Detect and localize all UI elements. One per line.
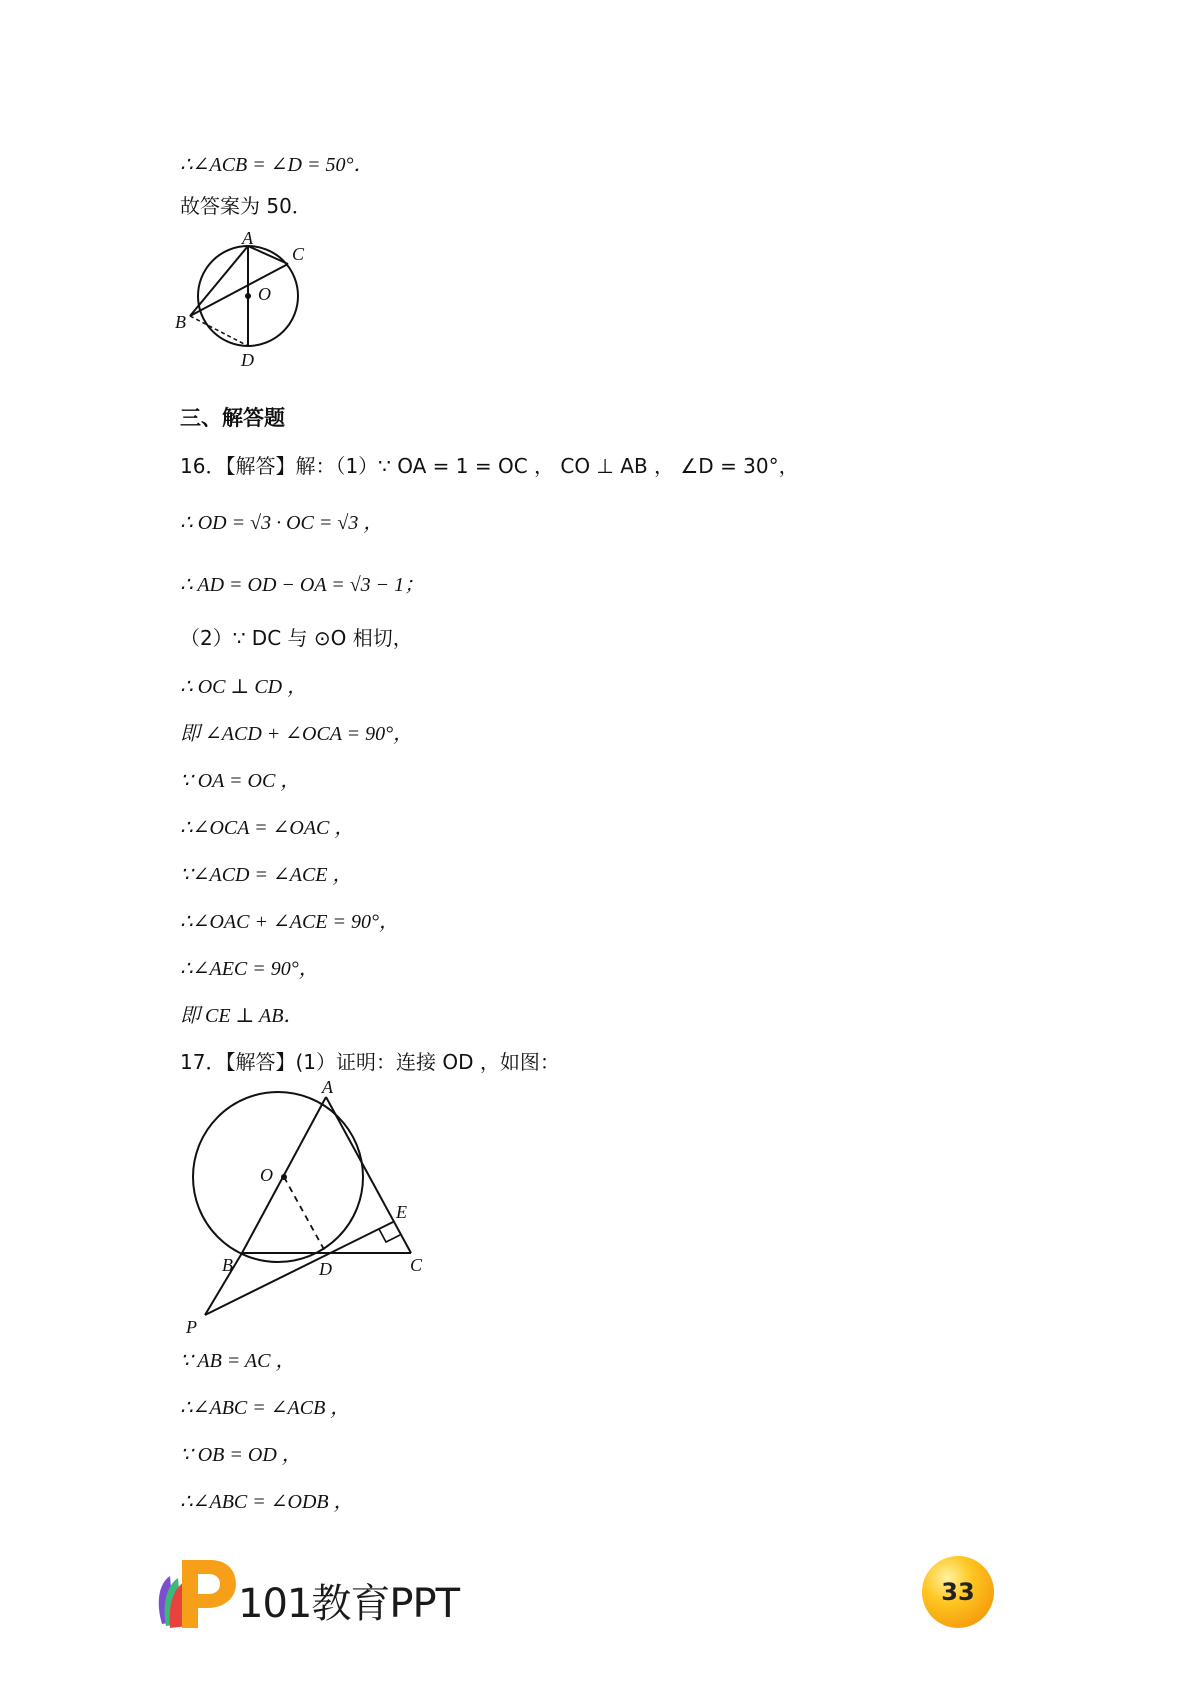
line-q17-a: ∵ AB = AC ，: [180, 1350, 296, 1372]
line-q16-d: ∴ OC ⊥ CD ，: [180, 676, 308, 698]
line-q16-k: 即 CE ⊥ AB．: [180, 1005, 304, 1027]
line-answer: 故答案为 50．: [180, 194, 312, 218]
line-q16-f: ∵ OA = OC ，: [180, 770, 301, 792]
label-O: O: [258, 284, 271, 304]
label-B2: B: [222, 1255, 233, 1275]
section-heading: 三、解答题: [180, 406, 285, 430]
line-q16-i: ∴∠OAC + ∠ACE = 90°，: [180, 911, 400, 933]
line-q16-a: ∴ OD = √3 · OC = √3 ，: [180, 512, 384, 534]
line-q16-g: ∴∠OCA = ∠OAC ，: [180, 817, 355, 839]
line-q16: 16．【解答】解：（1）∵ OA = 1 = OC ， CO ⊥ AB ， ∠D = 30°，: [180, 454, 799, 478]
label-B: B: [175, 312, 186, 332]
line-q16-j: ∴∠AEC = 90°，: [180, 958, 319, 980]
label-C: C: [292, 244, 305, 264]
line-q17-d: ∴∠ABC = ∠ODB ，: [180, 1491, 354, 1513]
label-A: A: [242, 228, 253, 248]
brand-name: 101教育PPT: [238, 1581, 460, 1627]
label-C2: C: [410, 1255, 423, 1275]
line-q16-h: ∵∠ACD = ∠ACE ，: [180, 864, 353, 886]
label-E2: E: [396, 1202, 407, 1222]
page-number-badge: 33: [922, 1556, 994, 1628]
line-q17: 17．【解答】(1）证明：连接 OD ，如图：: [180, 1050, 560, 1074]
label-P2: P: [186, 1317, 197, 1337]
brand-logo-icon: [152, 1554, 236, 1634]
line-q17-b: ∴∠ABC = ∠ACB ，: [180, 1397, 351, 1419]
line-conclusion-angle: ∴∠ACB = ∠D = 50°．: [180, 154, 374, 176]
figure-circle-1: [175, 228, 315, 370]
line-q16-e: 即 ∠ACD + ∠OCA = 90°，: [180, 723, 414, 745]
line-q17-c: ∵ OB = OD ，: [180, 1444, 302, 1466]
label-D: D: [241, 350, 254, 370]
label-A2: A: [322, 1077, 333, 1097]
line-q16-b: ∴ AD = OD − OA = √3 − 1；: [180, 574, 425, 596]
label-D2: D: [319, 1259, 332, 1279]
line-q16-c: （2）∵ DC 与 ⊙O 相切，: [180, 626, 413, 650]
label-O2: O: [260, 1165, 273, 1185]
figure-circle-2: [178, 1077, 438, 1337]
